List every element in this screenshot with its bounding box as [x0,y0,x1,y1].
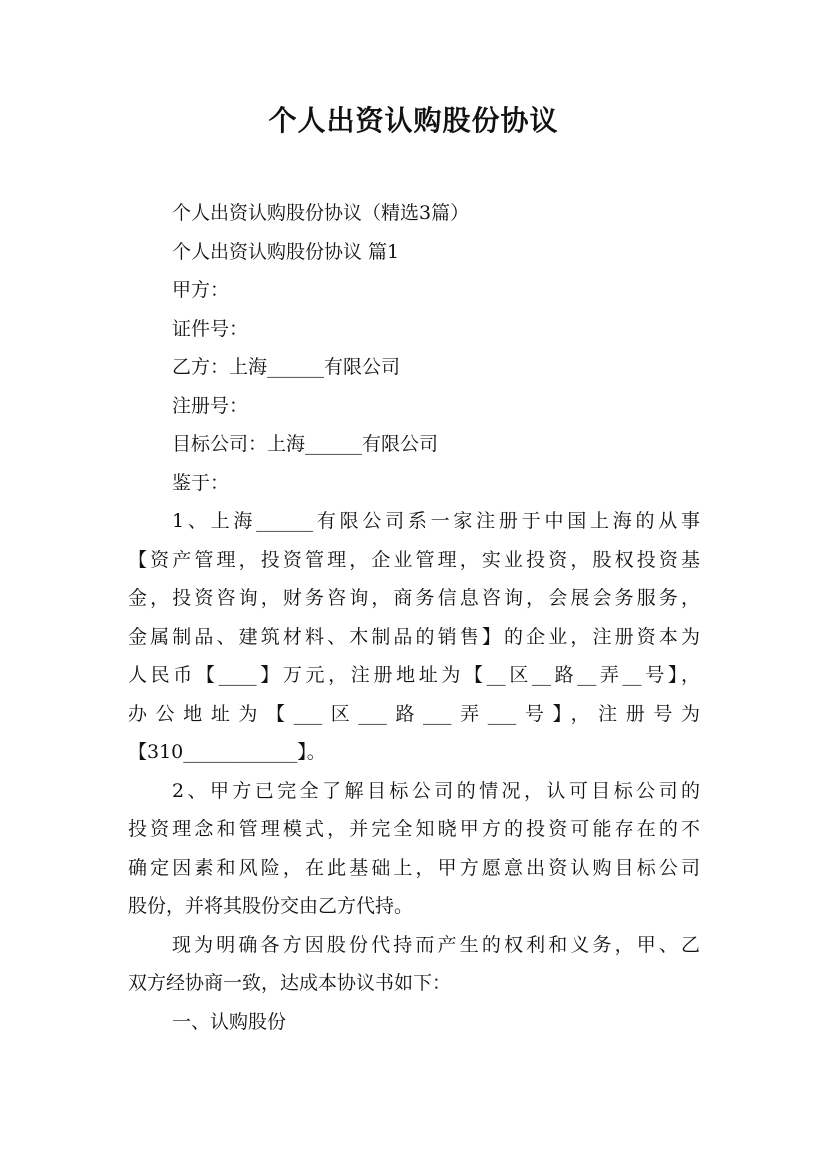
whereas-line: 鉴于： [172,471,230,494]
paragraph-line: 金，投资咨询，财务咨询，商务信息咨询，会展会务服务， [128,587,700,609]
paragraph-line: 【310____________】。 [128,741,326,763]
article-heading: 个人出资认购股份协议 篇1 [172,240,400,263]
paragraph-line: 办公地址为【___区___路___弄___号】，注册号为 [128,702,700,725]
paragraph-line: 1、上海______有限公司系一家注册于中国上海的从事 [172,510,700,532]
subtitle-line: 个人出资认购股份协议（精选3篇） [172,202,470,224]
registration-number-line: 注册号： [172,394,249,417]
paragraph-line: 投资理念和管理模式，并完全知晓甲方的投资可能存在的不 [128,818,700,840]
party-a-line: 甲方： [172,279,230,301]
paragraph-line: 【资产管理，投资管理，企业管理，实业投资，股权投资基 [128,548,700,571]
section-heading: 一、认购股份 [172,1010,287,1033]
paragraph-line: 确定因素和风险，在此基础上，甲方愿意出资认购目标公司 [128,856,700,879]
paragraph-line: 人民币【____】万元，注册地址为【__区__路__弄__号】， [128,664,700,686]
paragraph-3 [128,926,700,1003]
paragraph-1 [128,502,700,772]
party-b-line: 乙方：上海______有限公司 [172,356,401,378]
paragraph-line: 现为明确各方因股份代持而产生的权利和义务，甲、乙 [172,933,700,956]
paragraph-line: 双方经协商一致，达成本协议书如下： [128,972,452,994]
document-body [128,194,700,1041]
paragraph-line: 金属制品、建筑材料、木制品的销售】的企业，注册资本为 [128,625,700,648]
document-title: 个人出资认购股份协议 [268,104,559,137]
target-company-line: 目标公司：上海______有限公司 [172,433,439,455]
paragraph-line: 股份，并将其股份交由乙方代持。 [128,895,414,917]
paragraph-line: 2、甲方已完全了解目标公司的情况，认可目标公司的 [172,779,700,802]
id-number-line: 证件号： [172,317,249,340]
paragraph-2 [128,772,700,926]
